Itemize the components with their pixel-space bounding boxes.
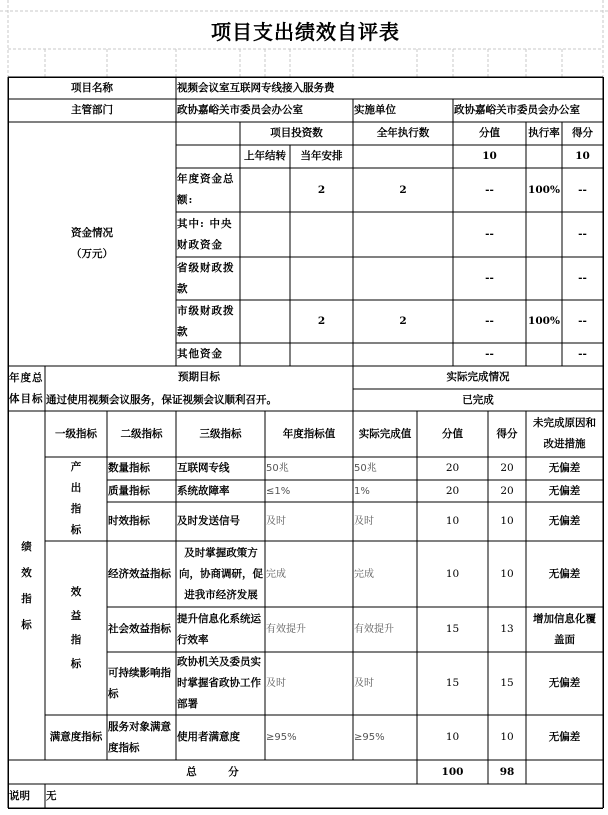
indicator-level2: 经济效益指标 [108,567,171,580]
indicator-level2: 时效指标 [108,515,150,527]
indicator-score-value: 10 [445,515,460,527]
expected-goal-value: 通过使用视频会议服务，保证视频会议顺利召开。 [46,393,277,406]
indicator-level2: 服务对象满意度指标 [108,720,171,754]
header-curr-year: 当年安排 [300,150,343,162]
header-investment: 项目投资数 [270,127,323,139]
fund-score: -- [578,272,587,284]
fund-source-label: 其他资金 [177,348,223,360]
indicator-target: ≥95% [266,732,297,743]
page-title: 项目支出绩效自评表 [211,19,400,44]
indicator-level2: 质量指标 [108,484,150,497]
funds-unit: （万元） [71,248,113,260]
indicator-group-level1: 满意度指标 [49,731,103,743]
indicator-reason: 增加信息化覆盖面 [533,612,596,646]
indicator-header-target: 年度指标值 [282,427,336,440]
dept-label: 主管部门 [71,104,113,116]
indicator-reason: 无偏差 [548,567,581,580]
fund-prev-year [240,257,290,300]
indicator-reason: 无偏差 [548,677,581,689]
indicator-target: 有效提升 [266,624,306,635]
expected-goal-label: 预期目标 [178,371,220,383]
indicator-level3: 系统故障率 [177,484,230,497]
indicator-actual: 有效提升 [354,624,394,635]
fund-exec-rate [526,343,562,366]
indicator-reason: 无偏差 [548,731,581,743]
goals-section-label: 年度总体目标 [9,371,44,405]
fund-score-value: -- [485,183,494,196]
note-label: 说明 [9,789,30,802]
fund-exec-rate: 100% [528,315,560,327]
indicator-level3: 使用者满意度 [177,731,240,743]
total-label: 总 分 [186,765,239,778]
indicator-score: 10 [500,567,514,580]
indicator-score-value: 20 [445,484,460,497]
fund-prev-year [240,168,290,212]
indicator-score: 15 [500,677,514,689]
indicator-score: 10 [500,731,514,743]
header-score: 得分 [572,127,593,139]
indicator-level3: 及时发送信号 [177,515,240,527]
impl-unit-value: 政协嘉峪关市委员会办公室 [454,104,580,116]
fund-source-label: 市级财政拨款 [177,304,235,338]
indicator-score: 13 [500,623,514,635]
indicator-score-value: 15 [445,623,460,635]
fund-score-value: -- [485,228,494,240]
actual-goal-label: 实际完成情况 [446,371,510,383]
indicator-score: 10 [500,515,514,527]
header-annual-exec: 全年执行数 [376,127,430,139]
indicator-level3: 互联网专线 [177,462,230,474]
indicator-header-actual: 实际完成值 [358,427,412,440]
fund-score-value: -- [485,315,494,327]
dept-value: 政协嘉峪关市委员会办公室 [177,104,303,116]
indicator-header-score: 得分 [496,427,518,440]
indicator-header-level3: 三级指标 [199,427,242,440]
fund-score: -- [578,315,587,327]
funds-section-label [8,122,176,366]
indicator-group-level1: 效益指标 [70,586,82,670]
indicator-level2: 可持续影响指标 [108,666,171,700]
indicator-reason: 无偏差 [548,462,581,474]
indicator-score-value: 20 [445,462,460,474]
fund-annual-exec: 2 [399,183,407,196]
fund-annual-exec [353,343,453,366]
indicator-header-level2: 二级指标 [120,427,163,440]
indicator-level3: 及时掌握政策方向，协商调研，促进我市经济发展 [179,546,263,601]
total-score: 98 [499,765,515,778]
total-score-value: 100 [441,765,464,778]
indicator-level2: 数量指标 [108,462,150,474]
indicator-level3: 提升信息化系统运行效率 [177,612,261,646]
fund-prev-year [240,343,290,366]
indicator-score: 20 [500,462,514,474]
header-score-value: 分值 [479,127,500,139]
fund-annual-exec: 2 [399,315,407,327]
fund-curr-year [290,257,353,300]
fund-prev-year [240,212,290,257]
project-name-label: 项目名称 [71,81,113,94]
fund-prev-year [240,300,290,343]
indicator-reason: 无偏差 [548,484,581,497]
indicator-score-value: 10 [445,567,460,580]
indicator-actual: ≥95% [354,732,385,743]
indicator-group-level1: 产出指标 [70,461,82,536]
indicator-header-level1: 一级指标 [55,427,97,440]
indicator-actual: 及时 [354,516,374,527]
fund-curr-year [290,212,353,257]
indicators-section-label: 绩效指标 [21,540,32,631]
fund-annual-exec [353,212,453,257]
funds-label: 资金情况 [71,227,113,239]
indicator-actual: 完成 [354,568,374,580]
indicator-target: 及时 [266,678,286,689]
fund-curr-year: 2 [317,183,326,196]
indicator-score-value: 15 [445,677,460,689]
indicator-target: 及时 [266,516,286,527]
fund-annual-exec [353,257,453,300]
funds-score-value-total: 10 [482,150,497,162]
fund-source-label: 省级财政拨款 [177,261,235,295]
indicator-actual: 及时 [354,678,374,689]
project-name-value: 视频会议室互联网专线接入服务费 [177,81,335,94]
fund-source-label: 其中: 中央财政资金 [177,217,233,251]
fund-score: -- [578,228,587,240]
fund-score: -- [578,348,587,360]
indicator-level2: 社会效益指标 [108,623,171,635]
indicator-score-value: 10 [445,731,460,743]
fund-curr-year [290,343,353,366]
indicator-header-score-value: 分值 [442,427,463,440]
impl-unit-label: 实施单位 [354,104,396,116]
fund-score-value: -- [485,348,494,360]
indicator-score: 20 [500,484,514,497]
indicator-level3: 政协机关及委员实时掌握省政协工作部署 [177,656,261,710]
fund-score: -- [578,183,587,196]
indicator-target: 完成 [266,568,286,580]
fund-curr-year: 2 [317,315,326,327]
indicator-header-reason: 未完成原因和改进措施 [533,417,596,450]
fund-score-value: -- [485,272,494,284]
indicator-reason: 无偏差 [548,515,581,527]
header-prev-year: 上年结转 [244,150,286,162]
fund-source-label: 年度资金总额: [177,173,235,206]
note-value: 无 [46,789,57,802]
indicator-actual: 1% [354,485,370,497]
actual-goal-value: 已完成 [462,393,494,406]
fund-exec-rate [526,257,562,300]
indicator-actual: 50兆 [354,463,377,474]
funds-score-total: 10 [575,150,590,162]
header-exec-rate: 执行率 [528,127,560,139]
fund-exec-rate: 100% [528,183,560,196]
fund-exec-rate [526,212,562,257]
indicator-target: 50兆 [266,463,289,474]
indicator-target: ≤1% [266,485,291,497]
